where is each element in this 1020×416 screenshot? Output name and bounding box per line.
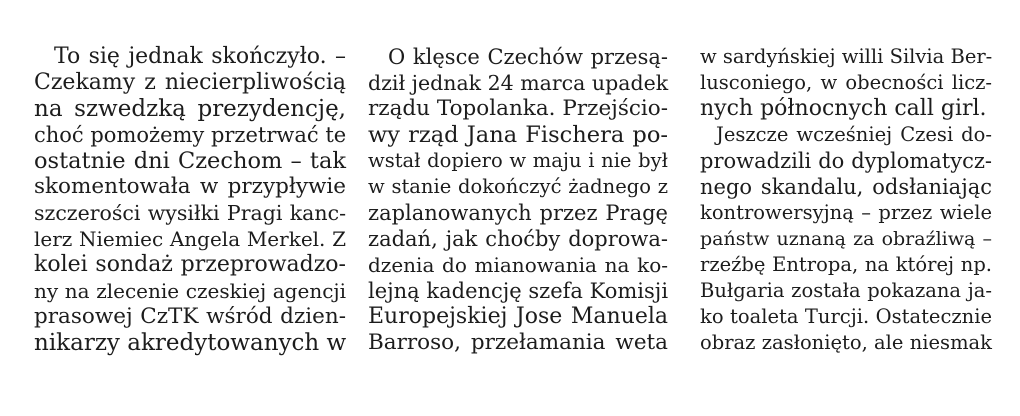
text-line: Barroso, przełamania weta [368,330,668,355]
text-line: lejną kadencję szefa Komisji [368,279,669,303]
text-line: obraz zasłonięto, ale niesmak [700,331,992,354]
text-line: rządu Topolanka. Przejścio- [368,96,668,121]
text-column-2 [368,44,668,356]
text-column-1 [34,44,346,356]
text-line: Bułgaria została pokazana ja- [700,279,992,302]
text-line: dzenia do mianowania na ko- [368,253,668,277]
text-line: wstał dopiero w maju i nie był [368,149,668,172]
text-line: państw uznaną za obraźliwą – [700,228,992,250]
text-line: lusconiego, w obecności licz- [700,71,992,94]
text-line: ko toaleta Turcji. Ostatecznie [700,305,992,328]
text-line: lerz Niemiec Angela Merkel. Z [34,227,346,251]
text-line: kolei sondaż przeprowadzo- [34,252,346,277]
text-line: Europejskiej Jose Manuela [368,304,668,329]
text-line: kontrowersyjną – przez wiele [700,201,992,224]
text-line: wy rząd Jana Fischera po- [368,122,668,148]
text-line: Jeszcze wcześniej Czesi do- [716,123,992,146]
text-line: skomentowała w przypływie [34,174,346,199]
text-line: O klęsce Czechów przesą- [388,45,668,69]
text-line: ostatnie dni Czechom – tak [34,148,346,174]
text-line: ny na zlecenie czeskiej agencji [34,279,346,303]
text-line: To się jednak skończyło. – [54,44,346,69]
text-line: szczerości wysiłki Pragi kanc- [34,201,346,225]
text-line: dził jednak 24 marca upadek [368,71,669,95]
text-line: na szwedzką prezydencję, [34,96,346,122]
text-line: w stanie dokończyć żadnego z [368,175,668,198]
text-line: prasowej CzTK wśród dzien- [34,304,346,329]
text-line: choć pomożemy przetrwać te [34,123,347,147]
text-column-3 [700,44,992,356]
text-line: prowadzili do dyplomatycz- [700,149,992,173]
text-line: zaplanowanych przez Pragę [368,201,668,225]
text-line: nikarzy akredytowanych w [34,330,347,356]
text-line: rzeźbę Entropa, na której np. [700,253,992,276]
text-line: nych północnych call girl. [700,96,987,121]
text-line: zadań, jak choćby doprowa- [368,227,668,251]
text-line: nego skandalu, odsłaniając [700,175,992,199]
text-line: w sardyńskiej willi Silvia Ber- [700,45,993,68]
text-line: Czekamy z niecierpliwością [34,70,346,95]
